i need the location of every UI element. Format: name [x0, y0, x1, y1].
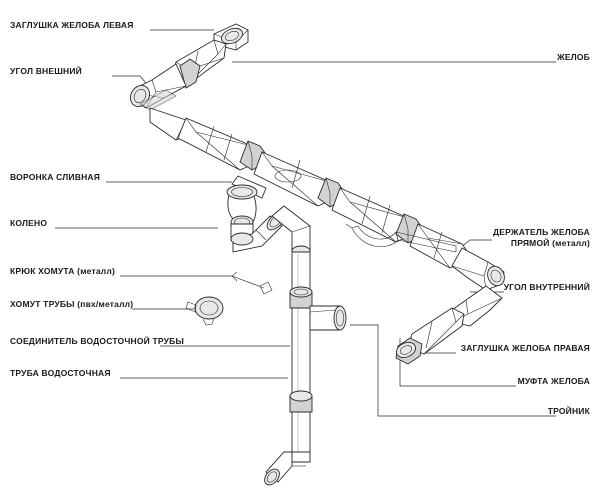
- label-gutter-bracket-straight: ДЕРЖАТЕЛЬ ЖЕЛОБА: [492, 227, 590, 237]
- label-pipe-clamp: ХОМУТ ТРУБЫ (пвх/металл): [10, 299, 134, 309]
- pipe-clamp-ring: [186, 297, 223, 325]
- label-drain-funnel: ВОРОНКА СЛИВНАЯ: [10, 172, 101, 182]
- inner-corner-piece: [452, 248, 507, 290]
- label-elbow: КОЛЕНО: [10, 218, 48, 228]
- drain-funnel: [227, 176, 266, 228]
- label-downpipe: ТРУБА ВОДОСТОЧНАЯ: [10, 368, 111, 378]
- label-gutter: ЖЕЛОБ: [556, 52, 590, 62]
- label-inner-corner: УГОЛ ВНУТРЕННИЙ: [503, 282, 590, 292]
- label-gutter-end-cap-left: ЗАГЛУШКА ЖЕЛОБА ЛЕВАЯ: [10, 20, 134, 30]
- label-gutter-coupler: МУФТА ЖЕЛОБА: [517, 376, 590, 386]
- label-gutter-bracket-straight-line2: ПРЯМОЙ (металл): [510, 238, 590, 248]
- elbow-lower: [272, 206, 310, 256]
- label-downpipe-connector: СОЕДИНИТЕЛЬ ВОДОСТОЧНОЙ ТРУБЫ: [10, 336, 184, 346]
- gutter-channel-main: [150, 108, 472, 268]
- label-outer-corner: УГОЛ ВНЕШНИЙ: [10, 66, 82, 76]
- gutter-channel-upper: [127, 24, 248, 110]
- label-gutter-end-cap-right: ЗАГЛУШКА ЖЕЛОБА ПРАВАЯ: [460, 343, 590, 353]
- downpipe-vertical: [262, 252, 346, 488]
- clamp-hook-metal: [232, 272, 272, 294]
- label-clamp-hook: КРЮК ХОМУТА (металл): [10, 266, 116, 276]
- label-tee-branch: ТРОЙНИК: [547, 406, 590, 416]
